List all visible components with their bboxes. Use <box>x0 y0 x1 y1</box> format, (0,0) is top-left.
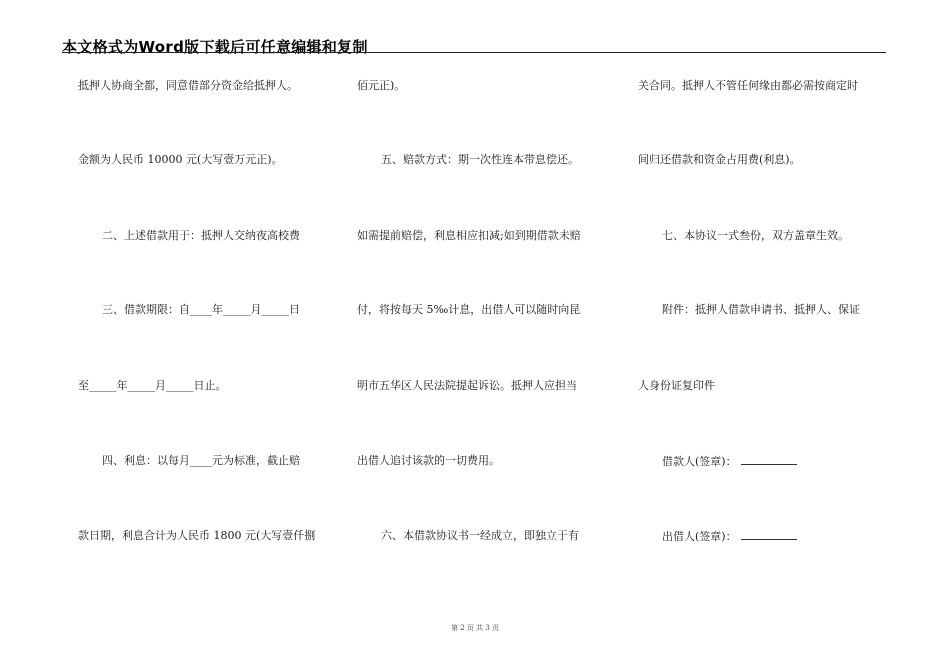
lender-signature-line <box>638 529 797 544</box>
text-line: 至_____年_____月_____日止。 <box>78 379 227 392</box>
signature-blank <box>741 529 797 540</box>
text-line: 金额为人民币 10000 元(大写壹万元正)。 <box>78 153 283 166</box>
borrower-signature-line <box>638 454 797 469</box>
text-line: 四、利息：以每月____元为标准，截止赔 <box>102 454 300 467</box>
text-line: 佰元正)。 <box>357 79 406 92</box>
text-line: 关合同。抵押人不管任何缘由都必需按商定时 <box>638 79 858 92</box>
signature-blank <box>741 454 797 465</box>
text-column-1 <box>78 0 328 672</box>
text-line: 款日期，利息合计为人民币 1800 元(大写壹仟捌 <box>78 529 316 542</box>
text-line: 如需提前赔偿，利息相应扣减;如到期借款未赔 <box>357 229 581 242</box>
text-line: 三、借款期限：自____年_____月_____日 <box>102 303 300 316</box>
text-line: 间归还借款和资金占用费(利息)。 <box>638 153 801 166</box>
text-line: 二、上述借款用于：抵押人交纳夜高校费 <box>102 229 300 242</box>
text-line: 抵押人协商全都，同意借部分资金给抵押人。 <box>78 79 298 92</box>
text-line: 附件：抵押人借款申请书、抵押人、保证 <box>662 303 860 316</box>
text-line: 七、本协议一式叁份，双方盖章生效。 <box>662 229 849 242</box>
text-line: 五、赔款方式：期一次性连本带息偿还。 <box>381 153 579 166</box>
text-column-2 <box>357 0 607 672</box>
text-line: 人身份证复印件 <box>638 379 715 392</box>
lender-signature-label: 出借人(签章)： <box>662 530 737 543</box>
document-header-title: 本文格式为Word版下载后可任意编辑和复制 <box>62 38 368 56</box>
text-line: 明市五华区人民法院提起诉讼。抵押人应担当 <box>357 379 577 392</box>
text-line: 付，将按每天 5‰计息，出借人可以随时向昆 <box>357 303 581 316</box>
text-column-3 <box>638 0 888 672</box>
text-line: 出借人追讨该款的一切费用。 <box>357 454 500 467</box>
text-line: 六、本借款协议书一经成立，即独立于有 <box>381 529 579 542</box>
borrower-signature-label: 借款人(签章)： <box>662 455 737 468</box>
page-number: 第 2 页 共 3 页 <box>450 624 500 632</box>
